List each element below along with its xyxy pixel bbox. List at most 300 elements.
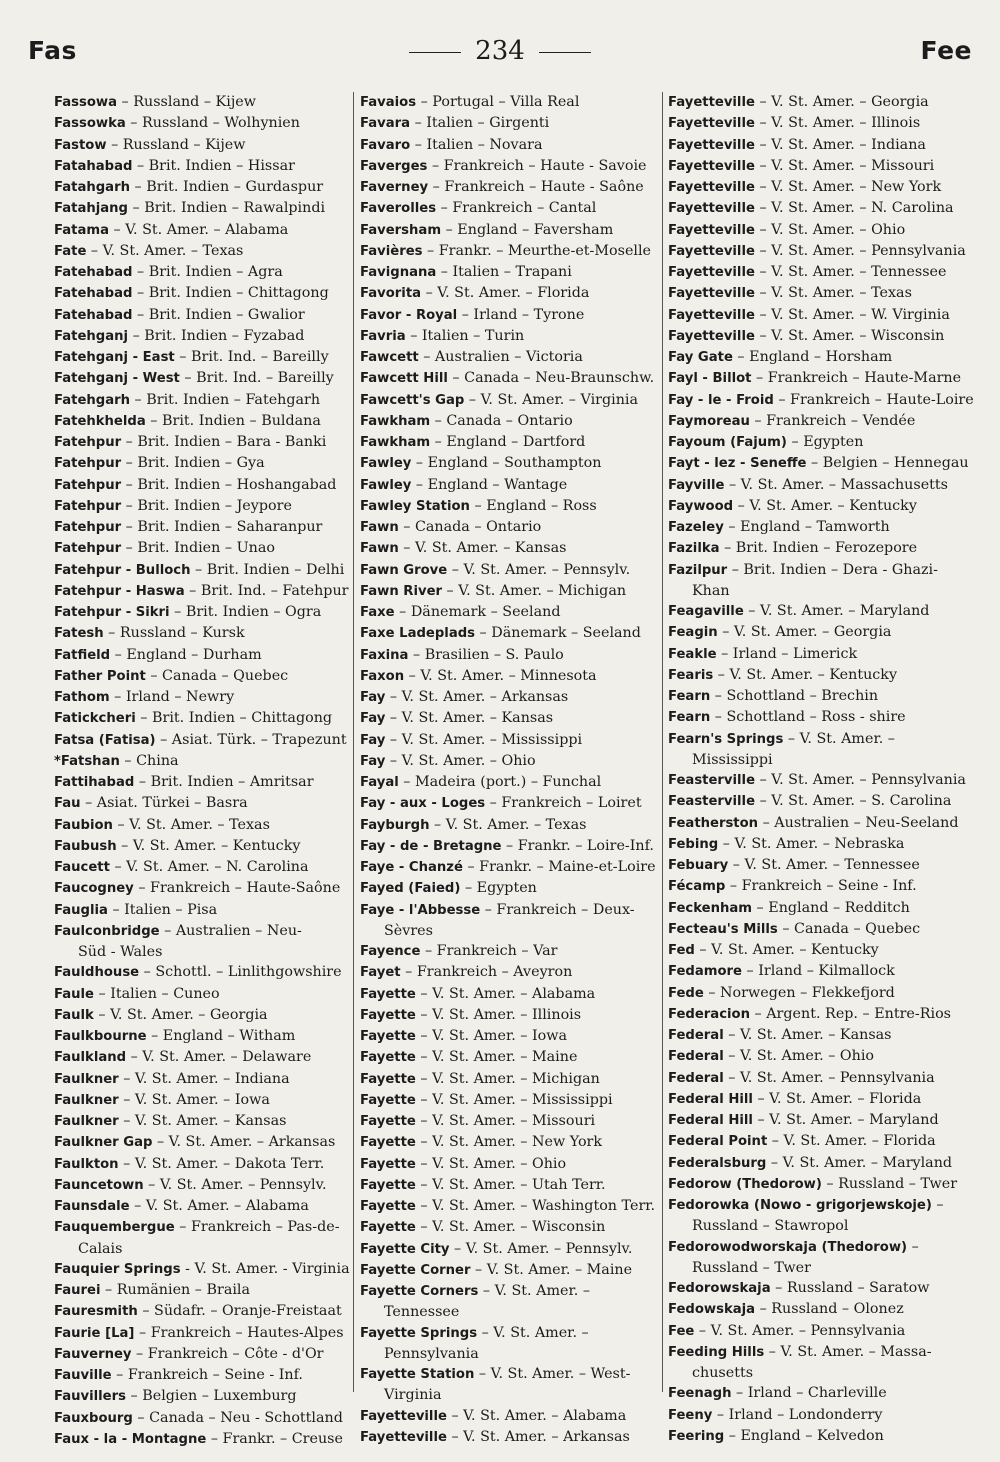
location-detail: – Egypten xyxy=(786,434,864,450)
place-name: Faye - Chanzé xyxy=(360,860,463,875)
gazetteer-entry xyxy=(360,390,658,411)
location-detail: – V. St. Amer. – xyxy=(478,1283,590,1299)
gazetteer-entry xyxy=(54,283,350,304)
place-name: Fayetteville xyxy=(668,137,755,153)
place-name: Fatfield xyxy=(54,647,111,663)
entry-continuation xyxy=(360,1385,658,1405)
location-detail: – Brit. Indien – Saharanpur xyxy=(121,519,323,535)
location-detail: – V. St. Amer. – Michigan xyxy=(442,582,627,599)
place-name: Fatehpur - Haswa xyxy=(54,583,185,599)
place-name: Favorita xyxy=(360,286,422,302)
entry-continuation xyxy=(360,1302,658,1322)
place-name: Feeny xyxy=(668,1407,713,1423)
location-detail: – Brit. Indien – Hoshangabad xyxy=(121,476,337,493)
location-detail: – Brit. Indien – Bara - Banki xyxy=(121,434,327,450)
place-name: Faubush xyxy=(54,838,117,854)
place-name: Fawn Grove xyxy=(360,562,448,578)
gazetteer-entry xyxy=(54,666,350,687)
column-2 xyxy=(360,92,658,1445)
place-name: Fatama xyxy=(54,222,109,238)
place-name: Fay - aux - Loges xyxy=(360,796,486,812)
gazetteer-entry xyxy=(668,644,968,665)
entry-continuation xyxy=(668,581,968,601)
gazetteer-entry xyxy=(360,1364,658,1385)
location-detail: – Frankreich – Vendée xyxy=(749,412,916,429)
gazetteer-entry xyxy=(360,857,658,878)
location-detail: – V. St. Amer. – Florida xyxy=(752,1090,922,1107)
location-detail: – Brit. Indien – Gurdaspur xyxy=(129,179,324,195)
entry-continuation xyxy=(54,1239,350,1259)
gazetteer-entry xyxy=(54,241,350,262)
location-detail: – V. St. Amer. – Kentucky xyxy=(713,666,898,683)
location-detail: – Brit. Indien – Agra xyxy=(132,264,283,280)
location-detail: - V. St. Amer. - Virginia xyxy=(180,1260,350,1277)
location-detail: – Italien – Novara xyxy=(410,136,543,153)
gazetteer-entry xyxy=(54,1386,350,1407)
location-detail: – Frankreich – Deux- xyxy=(480,901,635,918)
gazetteer-entry xyxy=(668,1068,968,1089)
location-detail: – V. St. Amer. – Pennsylvania xyxy=(755,772,966,788)
place-name: Feasterville xyxy=(668,794,756,810)
gazetteer-entry xyxy=(360,772,658,793)
place-name: Feering xyxy=(668,1428,725,1444)
place-name: Febing xyxy=(668,836,719,852)
location-detail: – V. St. Amer. – Texas xyxy=(754,285,912,302)
gazetteer-entry xyxy=(360,793,658,814)
place-name: Faywood xyxy=(668,498,734,514)
place-name: Fatehpur xyxy=(54,520,122,535)
location-detail: – V. St. Amer. – Iowa xyxy=(415,1028,568,1044)
entry-continuation xyxy=(360,921,658,941)
header-rule-left xyxy=(409,52,461,53)
location-detail: – Canada – Quebec xyxy=(777,920,921,937)
gazetteer-entry xyxy=(360,1026,658,1047)
gazetteer-entry xyxy=(54,1196,350,1217)
location-detail: – England – Kelvedon xyxy=(724,1427,884,1444)
place-name: Federal xyxy=(668,1028,724,1043)
place-name: Fayetteville xyxy=(360,1408,447,1424)
gazetteer-entry xyxy=(668,135,968,156)
place-name: Faulkner Gap xyxy=(54,1135,153,1151)
location-detail: – England – Tamworth xyxy=(723,519,890,535)
location-detail: – Brit. Indien – Chittagong xyxy=(135,710,333,727)
location-detail: – V. St. Amer. – Texas xyxy=(86,242,244,259)
gazetteer-entry xyxy=(54,368,350,389)
place-name: Faulkner xyxy=(54,1092,119,1108)
gazetteer-entry xyxy=(54,921,350,942)
gazetteer-entry xyxy=(668,791,968,812)
place-name: Feakle xyxy=(668,646,717,662)
gazetteer-entry xyxy=(360,198,658,219)
location-detail: – V. St. Amer. – Indiana xyxy=(754,136,926,153)
location-detail: – Brit. Indien – Gwalior xyxy=(132,306,305,323)
header-rule-right xyxy=(539,52,591,53)
place-name: Father Point xyxy=(54,668,146,684)
place-name: Fauverney xyxy=(54,1346,132,1362)
place-name: Fay - le - Froid xyxy=(668,392,774,408)
place-name: Fau xyxy=(54,796,81,812)
place-name: Faule xyxy=(54,986,94,1002)
place-name: Fawcett xyxy=(360,350,419,365)
place-name: Fauxbourg xyxy=(54,1410,133,1426)
gazetteer-entry xyxy=(360,432,658,453)
gazetteer-entry xyxy=(360,751,658,772)
place-name: Fattihabad xyxy=(54,775,135,790)
place-name: Faxe xyxy=(360,605,395,620)
place-name: Fayal xyxy=(360,775,399,790)
gazetteer-entry xyxy=(360,135,658,156)
gazetteer-entry xyxy=(360,368,658,389)
place-name: Fayetteville xyxy=(668,328,755,344)
location-detail: – Frankreich – Seine - Inf. xyxy=(111,1367,303,1383)
gazetteer-entry xyxy=(668,1025,968,1046)
place-name: Fayetteville xyxy=(668,307,755,323)
location-detail: – Russland – Wolhynien xyxy=(125,115,300,132)
location-detail: – Russland – Twer xyxy=(821,1175,958,1192)
location-detail: – Frankreich – Aveyron xyxy=(400,964,573,981)
location-detail: – England – Faversham xyxy=(441,221,614,238)
gazetteer-entry xyxy=(360,1323,658,1344)
place-name: Fayetteville xyxy=(668,286,755,302)
location-detail: – Irland – Charleville xyxy=(731,1385,887,1402)
place-name: Febuary xyxy=(668,858,729,873)
gazetteer-entry xyxy=(54,1365,350,1386)
place-name: Fayette xyxy=(360,1135,416,1151)
place-name: Fayette Corner xyxy=(360,1262,471,1278)
location-detail: – V. St. Amer. – Massa- xyxy=(764,1343,932,1360)
gazetteer-entry xyxy=(668,1278,968,1299)
header-right-keyword: Fee xyxy=(920,36,972,65)
place-name: Faucett xyxy=(54,860,110,875)
place-name: Faurei xyxy=(54,1283,101,1298)
gazetteer-entry xyxy=(360,645,658,666)
gazetteer-entry xyxy=(668,1131,968,1152)
location-detail: – Russland – Olonez xyxy=(755,1301,904,1318)
place-name: Favignana xyxy=(360,265,437,280)
gazetteer-entry xyxy=(668,1153,968,1174)
location-detail: – Australien – Neu-Seeland xyxy=(758,814,959,831)
gazetteer-entry xyxy=(54,1344,350,1365)
place-name: Federal xyxy=(668,1049,724,1065)
place-name: Fatehpur xyxy=(54,498,122,514)
location-detail: – Frankr. – Maine-et-Loire xyxy=(462,859,656,875)
location-detail: – V. St. Amer. – Delaware xyxy=(126,1049,312,1066)
location-detail: – Brit. Indien – Delhi xyxy=(190,561,345,578)
location-detail: – V. St. Amer. – Maine xyxy=(415,1049,578,1066)
location-detail: – Australien – Victoria xyxy=(418,349,583,365)
gazetteer-entry xyxy=(668,347,968,368)
gazetteer-entry xyxy=(668,961,968,982)
gazetteer-entry xyxy=(54,220,350,241)
gazetteer-entry xyxy=(360,1196,658,1217)
place-name: Faux - la - Montagne xyxy=(54,1431,207,1447)
location-detail: – V. St. Amer. – Utah Terr. xyxy=(415,1176,606,1193)
place-name: Federalsburg xyxy=(668,1155,767,1171)
place-name: Fauncetown xyxy=(54,1177,144,1193)
location-detail: – V. St. Amer. – Kansas xyxy=(118,1113,287,1129)
place-name: Fayence xyxy=(360,944,421,959)
gazetteer-entry xyxy=(668,686,968,707)
gazetteer-entry xyxy=(360,113,658,134)
place-name: Feckenham xyxy=(668,900,753,916)
gazetteer-entry xyxy=(54,1280,350,1301)
gazetteer-entry xyxy=(668,390,974,411)
place-name: Fatahgarh xyxy=(54,180,130,195)
place-name: Feeding Hills xyxy=(668,1344,765,1360)
location-detail: – Brit. Ind. – Bareilly xyxy=(174,349,329,365)
location-detail: – Südafr. – Oranje-Freistaat xyxy=(137,1303,342,1320)
location-detail: – V. St. Amer. – Kentucky xyxy=(694,942,879,958)
place-name: Fatickcheri xyxy=(54,711,136,727)
gazetteer-entry xyxy=(360,475,658,496)
location-detail: – Italien – Trapani xyxy=(436,264,572,280)
place-name: Faurie [La] xyxy=(54,1325,135,1341)
location-detail: – V. St. Amer. – S. Carolina xyxy=(755,793,952,810)
place-name: Fauville xyxy=(54,1368,112,1383)
location-detail: – V. St. Amer. – New York xyxy=(415,1134,603,1151)
gazetteer-entry xyxy=(54,517,350,538)
gazetteer-entry xyxy=(360,878,658,899)
location-detail: Mississippi xyxy=(692,751,773,768)
gazetteer-entry xyxy=(360,836,658,857)
gazetteer-entry xyxy=(668,113,968,134)
gazetteer-entry xyxy=(668,1237,968,1258)
gazetteer-entry xyxy=(668,707,968,728)
place-name: Fayette City xyxy=(360,1241,450,1257)
gazetteer-entry xyxy=(668,92,968,113)
place-name: Fayoum (Fajum) xyxy=(668,435,787,450)
place-name: Fawley xyxy=(360,456,412,472)
gazetteer-entry xyxy=(360,581,658,602)
place-name: Fayetteville xyxy=(668,95,755,110)
place-name: Fayetteville xyxy=(360,1429,447,1445)
place-name: Fate xyxy=(54,243,87,259)
place-name: Fayette xyxy=(360,1220,416,1236)
gazetteer-entry xyxy=(360,1217,658,1238)
place-name: Faunsdale xyxy=(54,1199,130,1214)
location-detail: – Frankreich – Var xyxy=(420,943,558,959)
gazetteer-entry xyxy=(668,1426,968,1447)
gazetteer-entry xyxy=(668,601,968,622)
place-name: Fauglia xyxy=(54,902,108,918)
place-name: Fawcett's Gap xyxy=(360,392,465,408)
gazetteer-entry xyxy=(360,92,658,113)
entry-continuation xyxy=(668,750,968,770)
gazetteer-entry xyxy=(54,411,350,432)
place-name: Fay - de - Bretagne xyxy=(360,838,502,854)
place-name: Fedorowka (Nowo - grigorjewskoje) xyxy=(668,1198,932,1213)
location-detail: – Italien – Turin xyxy=(405,327,525,344)
gazetteer-entry xyxy=(668,898,968,919)
location-detail: – V. St. Amer. – Alabama xyxy=(129,1198,309,1214)
place-name: Feasterville xyxy=(668,773,756,788)
location-detail: – V. St. Amer. – Kentucky xyxy=(733,497,917,514)
location-detail: – V. St. Amer. – Pennsylvania xyxy=(694,1322,906,1339)
gazetteer-entry xyxy=(360,1111,658,1132)
gazetteer-entry xyxy=(54,857,350,878)
gazetteer-entry xyxy=(668,198,968,219)
location-detail: – Frankreich – Loiret xyxy=(485,795,642,812)
location-detail: – China xyxy=(119,752,179,769)
gazetteer-entry xyxy=(54,623,350,644)
place-name: Feagin xyxy=(668,625,718,641)
location-detail: – V. St. Amer. – Alabama xyxy=(415,985,596,1002)
place-name: Fatehpur - Bulloch xyxy=(54,562,191,578)
location-detail: – Schottland – Ross - shire xyxy=(710,709,906,726)
location-detail: – V. St. Amer. – Georgia xyxy=(717,624,892,641)
location-detail: – V. St. Amer. – Minnesota xyxy=(404,667,597,684)
place-name: Fayet xyxy=(360,965,401,981)
gazetteer-entry xyxy=(360,941,658,962)
gazetteer-entry xyxy=(668,919,968,940)
gazetteer-entry xyxy=(54,453,350,474)
location-detail: – England – Southampton xyxy=(411,455,602,472)
place-name: Favières xyxy=(360,243,423,259)
gazetteer-entry xyxy=(668,496,968,517)
place-name: Fearn's Springs xyxy=(668,731,784,747)
location-detail: – Asiat. Türkei – Basra xyxy=(80,795,248,812)
gazetteer-entry xyxy=(360,1132,658,1153)
place-name: Fatesh xyxy=(54,626,104,642)
place-name: Fedamore xyxy=(668,964,743,980)
place-name: Fauquembergue xyxy=(54,1220,175,1236)
gazetteer-entry xyxy=(668,1405,968,1426)
place-name: Fatehpur xyxy=(54,435,122,450)
location-detail: – Schottland – Brechin xyxy=(710,688,879,704)
place-name: Fassowka xyxy=(54,116,126,132)
location-detail: – Frankreich – Haute-Saône xyxy=(133,880,341,897)
gazetteer-entry xyxy=(668,1383,968,1404)
gazetteer-entry xyxy=(360,1406,658,1427)
location-detail: – England – Ross xyxy=(469,497,597,514)
location-detail: – England – Witham xyxy=(146,1028,296,1044)
location-detail: – Frankreich – Haute - Saône xyxy=(428,179,644,195)
gazetteer-entry xyxy=(360,623,658,644)
place-name: Fatehpur xyxy=(54,456,122,472)
location-detail: – England – Horsham xyxy=(732,349,893,365)
place-name: Fayetteville xyxy=(668,222,755,238)
gazetteer-entry xyxy=(668,940,968,961)
location-detail: – Russland – Kursk xyxy=(103,625,245,642)
location-detail: – Portugal – Villa Real xyxy=(416,94,580,110)
place-name: Fayette xyxy=(360,1114,416,1129)
place-name: Fayville xyxy=(668,477,725,493)
place-name: Fayl - Billot xyxy=(668,371,752,387)
gazetteer-entry xyxy=(360,156,658,177)
location-detail: – Rumänien – Braila xyxy=(100,1282,251,1298)
gazetteer-entry xyxy=(360,900,658,921)
location-detail: Pennsylvania xyxy=(384,1345,479,1362)
gazetteer-entry xyxy=(668,432,968,453)
place-name: Fatehganj xyxy=(54,328,129,344)
place-name: Faversham xyxy=(360,222,442,238)
location-detail: – Frankreich – Haute-Marne xyxy=(751,370,962,387)
gazetteer-entry xyxy=(54,1005,350,1026)
gazetteer-entry xyxy=(668,475,968,496)
gazetteer-entry xyxy=(668,156,968,177)
location-detail: – V. St. Amer. – N. Carolina xyxy=(109,859,309,875)
place-name: Fay xyxy=(360,732,386,748)
location-detail: – Brit. Indien – Jeypore xyxy=(121,497,292,514)
location-detail: – V. St. Amer. – Florida xyxy=(421,285,590,302)
place-name: Fatsa (Fatisa) xyxy=(54,732,156,748)
place-name: Fayette xyxy=(360,1029,416,1044)
place-name: Faulkbourne xyxy=(54,1029,147,1044)
location-detail: – Madeira (port.) – Funchal xyxy=(398,774,602,790)
gazetteer-entry xyxy=(360,517,658,538)
gazetteer-entry xyxy=(360,1154,658,1175)
gazetteer-entry xyxy=(360,1005,658,1026)
place-name: Faverney xyxy=(360,180,429,195)
place-name: Fayt - lez - Seneffe xyxy=(668,456,807,472)
location-detail: – Brit. Indien – Amritsar xyxy=(134,774,314,790)
location-detail: – V. St. Amer. – Mississippi xyxy=(415,1091,613,1108)
gazetteer-entry xyxy=(668,305,968,326)
place-name: Faulkland xyxy=(54,1050,127,1066)
location-detail: – Brit. Indien – Hissar xyxy=(132,157,295,174)
place-name: Fed xyxy=(668,943,695,958)
location-detail: – Frankreich – Pas-de- xyxy=(174,1219,340,1236)
gazetteer-entry xyxy=(54,900,350,921)
location-detail: – Irland – Kilmallock xyxy=(742,963,895,980)
place-name: Fathom xyxy=(54,690,110,705)
gazetteer-entry xyxy=(54,305,350,326)
gazetteer-entry xyxy=(360,815,658,836)
location-detail: – Canada – Neu - Schottland xyxy=(132,1409,343,1426)
location-detail: – Irland – Newry xyxy=(109,689,235,705)
gazetteer-entry xyxy=(360,220,658,241)
gazetteer-entry xyxy=(668,1046,968,1067)
location-detail: – Italien – Pisa xyxy=(107,901,218,918)
location-detail: – V. St. Amer. – Missouri xyxy=(415,1113,596,1129)
gazetteer-entry xyxy=(668,622,968,643)
location-detail: – Frankreich – Côte - d'Or xyxy=(131,1345,324,1362)
location-detail: – Brit. Indien – Dera - Ghazi- xyxy=(727,561,938,578)
gazetteer-entry xyxy=(54,1090,350,1111)
gazetteer-entry xyxy=(668,1110,968,1131)
location-detail: – Brasilien – S. Paulo xyxy=(408,646,564,663)
place-name: Fayette xyxy=(360,1007,416,1023)
gazetteer-entry xyxy=(668,517,968,538)
location-detail: – Canada – Quebec xyxy=(145,667,289,684)
gazetteer-entry xyxy=(54,836,350,857)
place-name: Fawkham xyxy=(360,413,431,429)
place-name: Favara xyxy=(360,116,411,132)
location-detail: – V. St. Amer. – Iowa xyxy=(118,1091,270,1108)
location-detail: – V. St. Amer. – Arkansas xyxy=(446,1428,630,1445)
gazetteer-entry xyxy=(360,453,658,474)
location-detail: – Brit. Indien – Fyzabad xyxy=(128,327,305,344)
location-detail: – V. St. Amer. – Nebraska xyxy=(718,835,905,852)
place-name: Fecteau's Mills xyxy=(668,921,778,937)
gazetteer-entry xyxy=(54,1069,350,1090)
location-detail: Süd - Wales xyxy=(78,944,163,960)
location-detail: – Canada – Ontario xyxy=(430,412,573,429)
gazetteer-entry xyxy=(360,241,658,262)
place-name: Fazilka xyxy=(668,541,720,557)
place-name: Fatehpur xyxy=(54,477,122,493)
place-name: Fayetteville xyxy=(668,201,755,217)
place-name: Faxina xyxy=(360,647,409,663)
place-name: Faye - l'Abbesse xyxy=(360,902,481,918)
location-detail: – Belgien – Hennegau xyxy=(806,455,969,472)
place-name: Faymoreau xyxy=(668,413,750,429)
place-name: Fauquier Springs xyxy=(54,1261,181,1277)
gazetteer-entry xyxy=(360,177,658,198)
gazetteer-entry xyxy=(360,496,658,517)
location-detail: – Egypten xyxy=(460,880,537,897)
place-name: Faubion xyxy=(54,817,113,833)
